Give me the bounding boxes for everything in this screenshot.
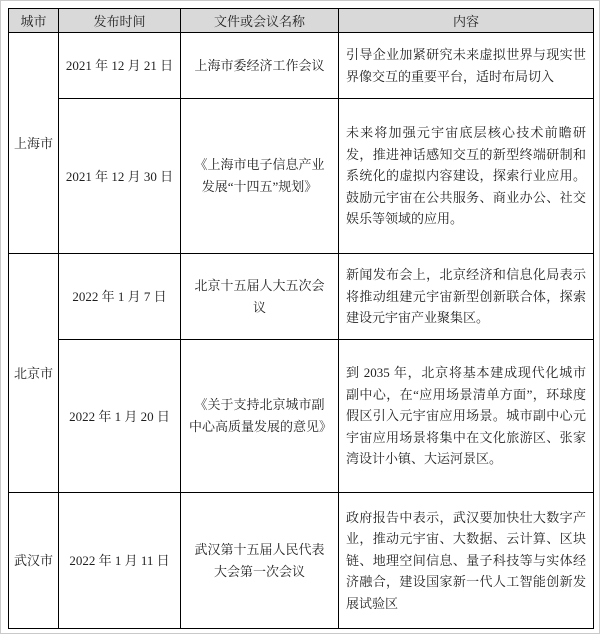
- column-header-city: 城市: [9, 9, 59, 33]
- city-cell-shanghai: 上海市: [9, 33, 59, 254]
- column-header-doc-name: 文件或会议名称: [181, 9, 339, 33]
- metaverse-policy-table: [8, 8, 594, 629]
- table-row: [9, 493, 594, 629]
- doc-name-cell: 《上海市电子信息产业发展“十四五”规划》: [181, 99, 339, 254]
- table-header: [9, 9, 594, 33]
- content-cell: 新闻发布会上，北京经济和信息化局表示将推动组建元宇宙新型创新联合体，探索建设元宇宙产业聚集区。: [339, 254, 594, 340]
- content-cell: 政府报告中表示，武汉要加快壮大数字产业，推动元宇宙、大数据、云计算、区块链、地理空间信息、量子科技等与实体经济融合，建设国家新一代人工智能创新发展试验区: [339, 493, 594, 629]
- content-cell: 未来将加强元宇宙底层核心技术前瞻研发，推进神话感知交互的新型终端研制和系统化的虚拟内容建设，探索行业应用。鼓励元宇宙在公共服务、商业办公、社交娱乐等领域的应用。: [339, 99, 594, 254]
- table-row: [9, 33, 594, 99]
- date-cell: 2022 年 1 月 20 日: [59, 340, 181, 493]
- column-header-content: 内容: [339, 9, 594, 33]
- table-row: [9, 99, 594, 254]
- doc-name-cell: 《关于支持北京城市副中心高质量发展的意见》: [181, 340, 339, 493]
- table-body: [9, 33, 594, 629]
- doc-name-cell: 北京十五届人大五次会议: [181, 254, 339, 340]
- table-row: [9, 254, 594, 340]
- column-header-date: 发布时间: [59, 9, 181, 33]
- content-cell: 引导企业加紧研究未来虚拟世界与现实世界像交互的重要平台，适时布局切入: [339, 33, 594, 99]
- doc-name-cell: 上海市委经济工作会议: [181, 33, 339, 99]
- header-row: [9, 9, 594, 33]
- content-cell: 到 2035 年，北京将基本建成现代化城市副中心，在“应用场景清单方面”，环球度假区引入元宇宙应用场景。城市副中心元宇宙应用场景将集中在文化旅游区、张家湾设计小镇、大运河景区。: [339, 340, 594, 493]
- city-cell-beijing: 北京市: [9, 254, 59, 493]
- doc-name-cell: 武汉第十五届人民代表大会第一次会议: [181, 493, 339, 629]
- date-cell: 2022 年 1 月 11 日: [59, 493, 181, 629]
- date-cell: 2021 年 12 月 21 日: [59, 33, 181, 99]
- city-cell-wuhan: 武汉市: [9, 493, 59, 629]
- date-cell: 2021 年 12 月 30 日: [59, 99, 181, 254]
- table-row: [9, 340, 594, 493]
- date-cell: 2022 年 1 月 7 日: [59, 254, 181, 340]
